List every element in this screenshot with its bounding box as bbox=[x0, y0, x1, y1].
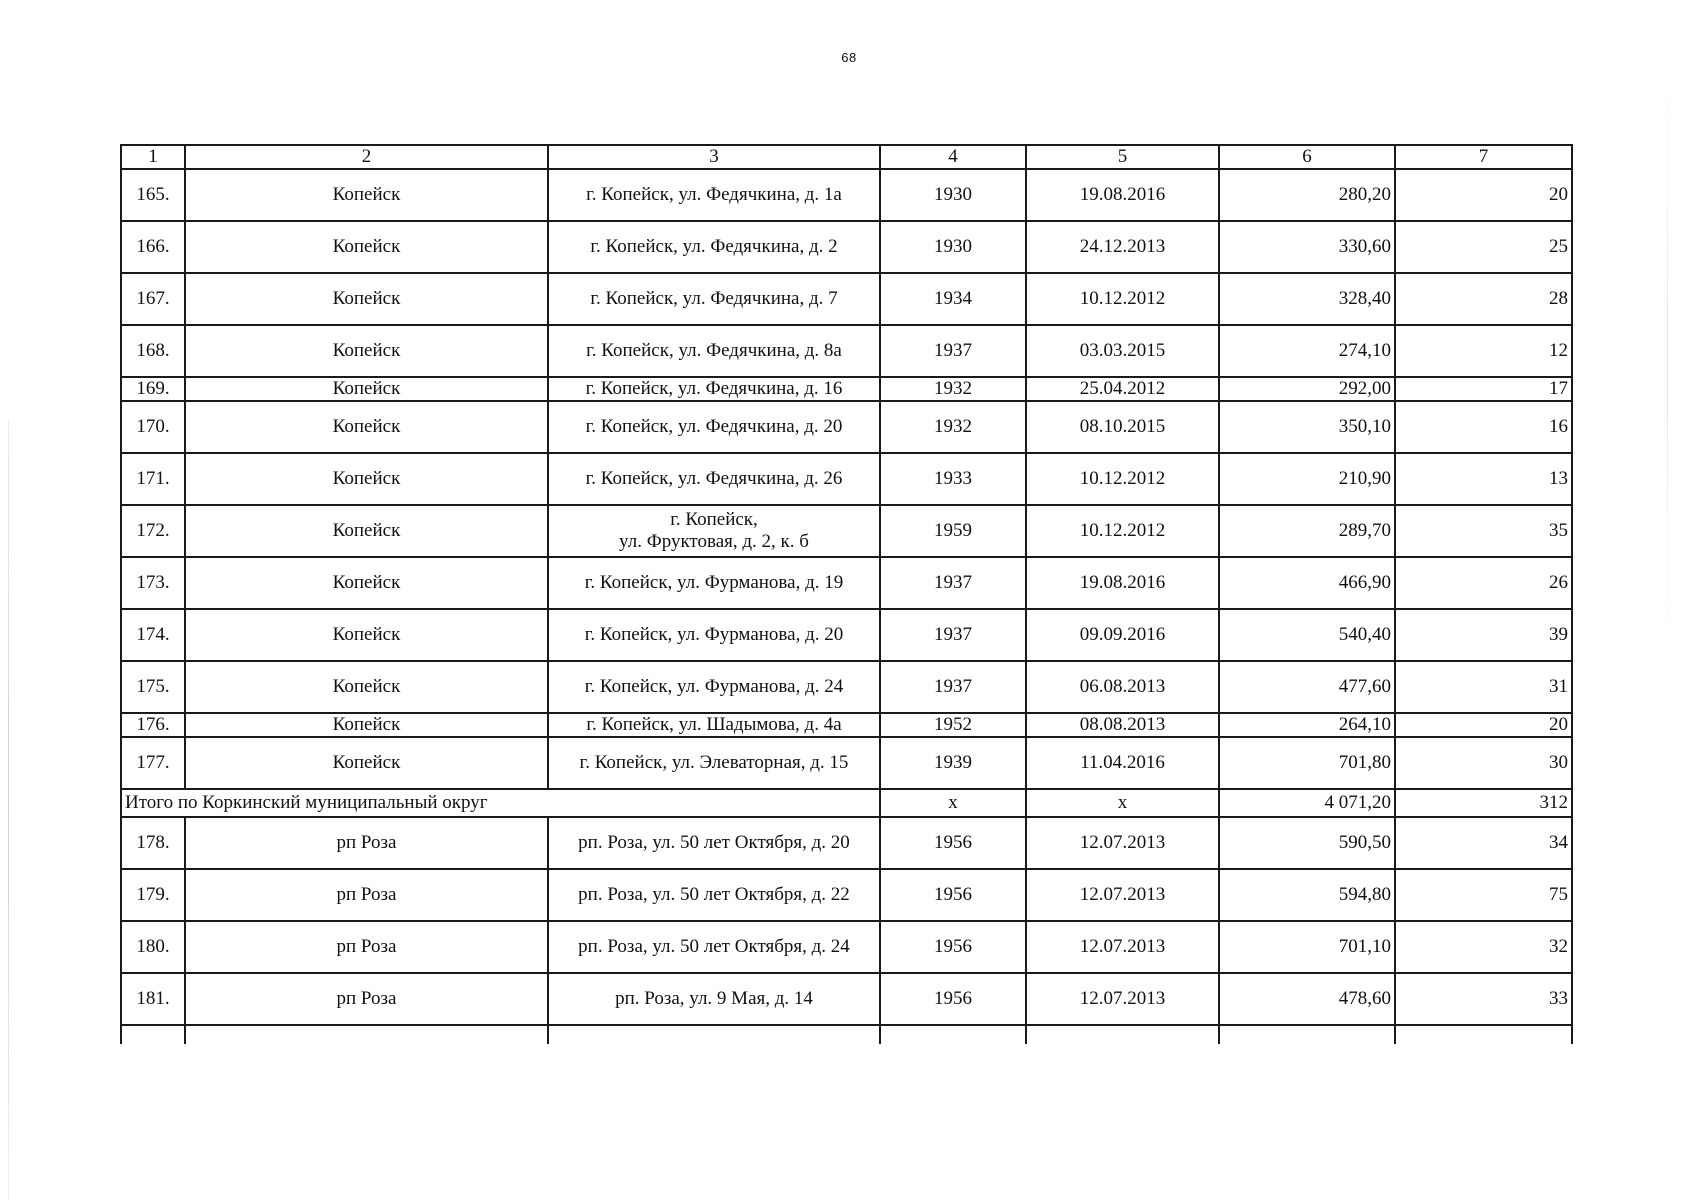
settlement-cell: Копейск bbox=[185, 325, 548, 377]
scan-edge-mark bbox=[8, 420, 9, 1200]
date-cell: 19.08.2016 bbox=[1026, 169, 1219, 221]
row-number-cell: 171. bbox=[121, 453, 185, 505]
count-cell: 16 bbox=[1395, 401, 1572, 453]
address-cell: рп. Роза, ул. 50 лет Октября, д. 24 bbox=[548, 921, 880, 973]
date-cell: 11.04.2016 bbox=[1026, 737, 1219, 789]
table-row bbox=[121, 505, 1572, 557]
year-cell: 1932 bbox=[880, 401, 1026, 453]
year-cell: 1956 bbox=[880, 869, 1026, 921]
table-row bbox=[121, 557, 1572, 609]
settlement-cell: рп Роза bbox=[185, 869, 548, 921]
area-cell: 328,40 bbox=[1219, 273, 1395, 325]
address-cell: рп. Роза, ул. 50 лет Октября, д. 22 bbox=[548, 869, 880, 921]
table-row bbox=[121, 401, 1572, 453]
count-cell: 28 bbox=[1395, 273, 1572, 325]
address-cell: г. Копейск, ул. Федячкина, д. 16 bbox=[548, 377, 880, 401]
date-cell: 12.07.2013 bbox=[1026, 869, 1219, 921]
total-date-cell: х bbox=[1026, 789, 1219, 817]
column-number-3: 3 bbox=[548, 145, 880, 169]
count-cell: 35 bbox=[1395, 505, 1572, 557]
table-row bbox=[121, 921, 1572, 973]
continuation-cell bbox=[1219, 1025, 1395, 1044]
count-cell: 20 bbox=[1395, 713, 1572, 737]
date-cell: 12.07.2013 bbox=[1026, 817, 1219, 869]
row-number-cell: 168. bbox=[121, 325, 185, 377]
area-cell: 466,90 bbox=[1219, 557, 1395, 609]
address-cell: г. Копейск, ул. Федячкина, д. 1а bbox=[548, 169, 880, 221]
row-number-cell: 179. bbox=[121, 869, 185, 921]
address-cell: рп. Роза, ул. 50 лет Октября, д. 20 bbox=[548, 817, 880, 869]
total-row bbox=[121, 789, 1572, 817]
year-cell: 1934 bbox=[880, 273, 1026, 325]
year-cell: 1930 bbox=[880, 221, 1026, 273]
area-cell: 264,10 bbox=[1219, 713, 1395, 737]
continuation-cell bbox=[1026, 1025, 1219, 1044]
area-cell: 274,10 bbox=[1219, 325, 1395, 377]
date-cell: 09.09.2016 bbox=[1026, 609, 1219, 661]
area-cell: 289,70 bbox=[1219, 505, 1395, 557]
count-cell: 30 bbox=[1395, 737, 1572, 789]
area-cell: 540,40 bbox=[1219, 609, 1395, 661]
row-number-cell: 165. bbox=[121, 169, 185, 221]
address-cell: г. Копейск, ул. Фурманова, д. 20 bbox=[548, 609, 880, 661]
address-cell: г. Копейск, ул. Фурманова, д. 19 bbox=[548, 557, 880, 609]
continuation-cell bbox=[548, 1025, 880, 1044]
date-cell: 19.08.2016 bbox=[1026, 557, 1219, 609]
date-cell: 03.03.2015 bbox=[1026, 325, 1219, 377]
continuation-cell bbox=[121, 1025, 185, 1044]
year-cell: 1937 bbox=[880, 325, 1026, 377]
scan-edge-mark-right bbox=[1667, 60, 1668, 660]
table-row bbox=[121, 713, 1572, 737]
settlement-cell: Копейск bbox=[185, 609, 548, 661]
settlement-cell: Копейск bbox=[185, 713, 548, 737]
settlement-cell: Копейск bbox=[185, 661, 548, 713]
area-cell: 590,50 bbox=[1219, 817, 1395, 869]
date-cell: 06.08.2013 bbox=[1026, 661, 1219, 713]
table-row bbox=[121, 737, 1572, 789]
continuation-cell bbox=[880, 1025, 1026, 1044]
date-cell: 10.12.2012 bbox=[1026, 273, 1219, 325]
address-cell: г. Копейск, ул. Фурманова, д. 24 bbox=[548, 661, 880, 713]
row-number-cell: 174. bbox=[121, 609, 185, 661]
date-cell: 24.12.2013 bbox=[1026, 221, 1219, 273]
date-cell: 12.07.2013 bbox=[1026, 921, 1219, 973]
continuation-cell bbox=[1395, 1025, 1572, 1044]
count-cell: 26 bbox=[1395, 557, 1572, 609]
table-row bbox=[121, 817, 1572, 869]
area-cell: 594,80 bbox=[1219, 869, 1395, 921]
count-cell: 31 bbox=[1395, 661, 1572, 713]
page-number: 68 bbox=[841, 50, 857, 65]
count-cell: 39 bbox=[1395, 609, 1572, 661]
continuation-cell bbox=[185, 1025, 548, 1044]
date-cell: 10.12.2012 bbox=[1026, 505, 1219, 557]
settlement-cell: Копейск bbox=[185, 273, 548, 325]
year-cell: 1939 bbox=[880, 737, 1026, 789]
area-cell: 477,60 bbox=[1219, 661, 1395, 713]
table-row bbox=[121, 973, 1572, 1025]
area-cell: 210,90 bbox=[1219, 453, 1395, 505]
area-cell: 350,10 bbox=[1219, 401, 1395, 453]
year-cell: 1937 bbox=[880, 661, 1026, 713]
table-row bbox=[121, 609, 1572, 661]
settlement-cell: Копейск bbox=[185, 377, 548, 401]
housing-register-table bbox=[120, 144, 1573, 1044]
total-year-cell: х bbox=[880, 789, 1026, 817]
column-number-1: 1 bbox=[121, 145, 185, 169]
address-cell: рп. Роза, ул. 9 Мая, д. 14 bbox=[548, 973, 880, 1025]
settlement-cell: Копейск bbox=[185, 505, 548, 557]
table-row bbox=[121, 273, 1572, 325]
row-number-cell: 169. bbox=[121, 377, 185, 401]
column-number-5: 5 bbox=[1026, 145, 1219, 169]
continuation-row bbox=[121, 1025, 1572, 1044]
address-cell: г. Копейск, ул. Федячкина, д. 8а bbox=[548, 325, 880, 377]
count-cell: 12 bbox=[1395, 325, 1572, 377]
total-count-cell: 312 bbox=[1395, 789, 1572, 817]
address-cell: г. Копейск, ул. Элеваторная, д. 15 bbox=[548, 737, 880, 789]
year-cell: 1956 bbox=[880, 921, 1026, 973]
settlement-cell: рп Роза bbox=[185, 973, 548, 1025]
year-cell: 1952 bbox=[880, 713, 1026, 737]
address-cell: г. Копейск, ул. Шадымова, д. 4а bbox=[548, 713, 880, 737]
row-number-cell: 166. bbox=[121, 221, 185, 273]
year-cell: 1932 bbox=[880, 377, 1026, 401]
count-cell: 25 bbox=[1395, 221, 1572, 273]
address-cell: г. Копейск, ул. Федячкина, д. 7 bbox=[548, 273, 880, 325]
row-number-cell: 181. bbox=[121, 973, 185, 1025]
area-cell: 478,60 bbox=[1219, 973, 1395, 1025]
count-cell: 32 bbox=[1395, 921, 1572, 973]
row-number-cell: 172. bbox=[121, 505, 185, 557]
year-cell: 1933 bbox=[880, 453, 1026, 505]
area-cell: 292,00 bbox=[1219, 377, 1395, 401]
date-cell: 25.04.2012 bbox=[1026, 377, 1219, 401]
address-cell: г. Копейск, ул. Федячкина, д. 26 bbox=[548, 453, 880, 505]
table-row bbox=[121, 869, 1572, 921]
year-cell: 1937 bbox=[880, 609, 1026, 661]
settlement-cell: Копейск bbox=[185, 737, 548, 789]
count-cell: 13 bbox=[1395, 453, 1572, 505]
row-number-cell: 176. bbox=[121, 713, 185, 737]
year-cell: 1956 bbox=[880, 973, 1026, 1025]
total-area-cell: 4 071,20 bbox=[1219, 789, 1395, 817]
date-cell: 12.07.2013 bbox=[1026, 973, 1219, 1025]
column-number-7: 7 bbox=[1395, 145, 1572, 169]
table-row bbox=[121, 453, 1572, 505]
year-cell: 1930 bbox=[880, 169, 1026, 221]
year-cell: 1959 bbox=[880, 505, 1026, 557]
row-number-cell: 175. bbox=[121, 661, 185, 713]
settlement-cell: Копейск bbox=[185, 169, 548, 221]
year-cell: 1956 bbox=[880, 817, 1026, 869]
settlement-cell: Копейск bbox=[185, 401, 548, 453]
area-cell: 701,80 bbox=[1219, 737, 1395, 789]
area-cell: 280,20 bbox=[1219, 169, 1395, 221]
settlement-cell: рп Роза bbox=[185, 817, 548, 869]
count-cell: 34 bbox=[1395, 817, 1572, 869]
settlement-cell: Копейск bbox=[185, 221, 548, 273]
row-number-cell: 170. bbox=[121, 401, 185, 453]
count-cell: 33 bbox=[1395, 973, 1572, 1025]
table-row bbox=[121, 221, 1572, 273]
table-body bbox=[121, 145, 1572, 1044]
count-cell: 75 bbox=[1395, 869, 1572, 921]
row-number-cell: 173. bbox=[121, 557, 185, 609]
column-number-header-row bbox=[121, 145, 1572, 169]
date-cell: 08.08.2013 bbox=[1026, 713, 1219, 737]
row-number-cell: 177. bbox=[121, 737, 185, 789]
row-number-cell: 180. bbox=[121, 921, 185, 973]
settlement-cell: Копейск bbox=[185, 557, 548, 609]
date-cell: 10.12.2012 bbox=[1026, 453, 1219, 505]
year-cell: 1937 bbox=[880, 557, 1026, 609]
column-number-4: 4 bbox=[880, 145, 1026, 169]
settlement-cell: рп Роза bbox=[185, 921, 548, 973]
area-cell: 701,10 bbox=[1219, 921, 1395, 973]
total-label-cell: Итого по Коркинский муниципальный округ bbox=[121, 789, 880, 817]
row-number-cell: 167. bbox=[121, 273, 185, 325]
table-row bbox=[121, 169, 1572, 221]
table-row bbox=[121, 325, 1572, 377]
table-row bbox=[121, 377, 1572, 401]
date-cell: 08.10.2015 bbox=[1026, 401, 1219, 453]
address-cell: г. Копейск, ул. Федячкина, д. 20 bbox=[548, 401, 880, 453]
row-number-cell: 178. bbox=[121, 817, 185, 869]
table-row bbox=[121, 661, 1572, 713]
column-number-2: 2 bbox=[185, 145, 548, 169]
count-cell: 17 bbox=[1395, 377, 1572, 401]
address-cell: г. Копейск, ул. Фруктовая, д. 2, к. б bbox=[548, 505, 880, 557]
column-number-6: 6 bbox=[1219, 145, 1395, 169]
count-cell: 20 bbox=[1395, 169, 1572, 221]
area-cell: 330,60 bbox=[1219, 221, 1395, 273]
address-cell: г. Копейск, ул. Федячкина, д. 2 bbox=[548, 221, 880, 273]
settlement-cell: Копейск bbox=[185, 453, 548, 505]
